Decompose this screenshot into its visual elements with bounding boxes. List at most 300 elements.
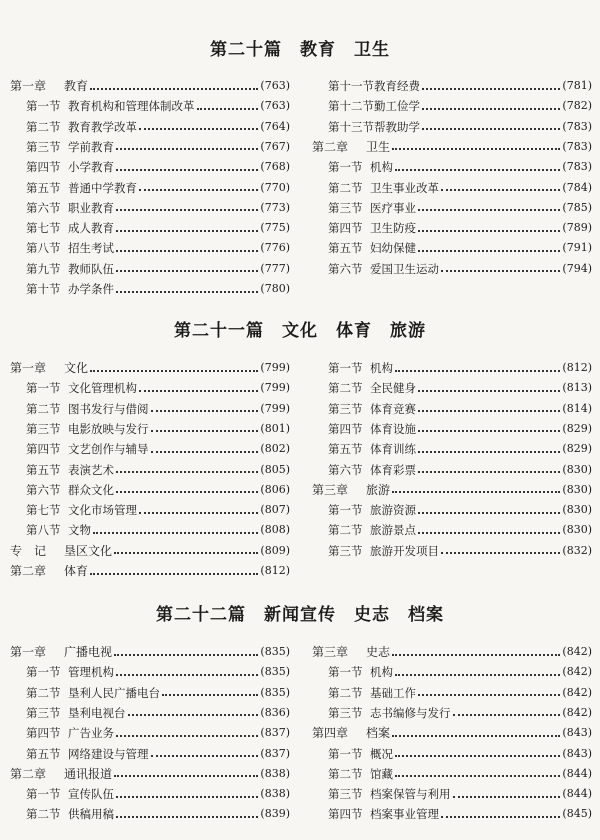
toc-chapter-entry	[312, 137, 592, 157]
dot-leader	[441, 551, 560, 554]
entry-label	[10, 460, 114, 480]
entry-number: 第五节	[328, 442, 363, 457]
entry-number: 第二章	[10, 766, 47, 781]
dot-leader	[116, 208, 258, 211]
entry-label	[10, 703, 126, 723]
dot-leader	[116, 815, 258, 818]
entry-page-number: (829)	[562, 442, 592, 456]
entry-page-number: (773)	[260, 200, 290, 214]
dot-leader	[395, 673, 560, 676]
toc-section-entry	[10, 703, 290, 723]
entry-number: 第三章	[312, 645, 349, 659]
entry-number: 第二节	[26, 685, 61, 700]
dot-leader	[162, 693, 258, 696]
entry-label	[10, 642, 112, 662]
dot-leader	[422, 87, 560, 90]
entry-label	[312, 399, 416, 419]
toc-section-entry	[10, 198, 290, 218]
entry-number: 第一节	[328, 665, 363, 680]
entry-page-number: (842)	[562, 685, 592, 699]
toc-section-entry	[10, 238, 290, 258]
entry-page-number: (802)	[260, 442, 290, 456]
entry-page-number: (830)	[562, 482, 592, 496]
entry-page-number: (830)	[562, 523, 592, 537]
entry-number: 第一节	[26, 665, 61, 680]
entry-number: 第三节	[328, 543, 363, 558]
entry-page-number: (832)	[562, 543, 592, 557]
dot-leader	[418, 389, 560, 392]
entry-page-number: (780)	[260, 282, 290, 295]
entry-number: 第八节	[26, 241, 61, 256]
entry-label	[10, 259, 114, 279]
entry-label	[10, 419, 149, 439]
entry-title: 体育	[64, 564, 89, 578]
entry-page-number: (767)	[260, 139, 290, 153]
toc-section-entry	[312, 703, 592, 723]
entry-page-number: (835)	[260, 645, 290, 658]
entry-number: 第五节	[26, 462, 61, 477]
dot-leader	[90, 572, 258, 575]
entry-number: 第三节	[328, 200, 363, 215]
entry-page-number: (830)	[562, 462, 592, 476]
entry-page-number: (837)	[260, 746, 290, 760]
entry-page-number: (770)	[260, 180, 290, 194]
entry-label	[10, 784, 114, 804]
entry-label	[312, 723, 390, 743]
entry-number: 第四节	[328, 221, 363, 236]
entry-title: 卫生	[366, 139, 391, 154]
toc-section-entry	[312, 541, 592, 561]
toc-section-entry	[10, 218, 290, 238]
dot-leader	[197, 107, 259, 110]
entry-page-number: (799)	[260, 361, 290, 374]
entry-title: 广告业务	[68, 726, 114, 741]
entry-title: 成人教育	[68, 221, 114, 236]
toc-section-entry	[312, 683, 592, 703]
toc-section-entry	[10, 804, 290, 824]
entry-page-number: (799)	[260, 381, 290, 395]
entry-page-number: (763)	[260, 79, 290, 92]
entry-number: 第三节	[26, 139, 61, 154]
entry-page-number: (843)	[562, 726, 592, 740]
entry-title: 教育教学改革	[68, 119, 137, 134]
entry-number: 第十一节	[328, 79, 374, 93]
entry-number: 第二节	[328, 685, 363, 700]
entry-page-number: (845)	[562, 807, 592, 821]
entry-title: 机构	[370, 361, 393, 375]
entry-label	[10, 279, 114, 299]
dot-leader	[151, 429, 259, 432]
entry-title: 体育竞赛	[370, 401, 416, 416]
entry-number: 第三节	[26, 421, 61, 436]
entry-title: 网络建设与管理	[68, 746, 149, 761]
entry-number: 第十节	[26, 282, 61, 296]
entry-title: 文艺创作与辅导	[68, 442, 149, 457]
entry-number: 第四节	[328, 807, 363, 822]
entry-label	[312, 460, 416, 480]
toc-section-entry	[312, 419, 592, 439]
entry-title: 普通中学教育	[68, 180, 137, 195]
entry-page-number: (781)	[562, 79, 592, 92]
dot-leader	[116, 147, 258, 150]
toc-section-entry	[312, 96, 592, 116]
entry-title: 档案事业管理	[370, 807, 439, 822]
entry-label	[312, 480, 390, 500]
dot-leader	[116, 229, 258, 232]
dot-leader	[114, 653, 258, 656]
entry-label	[312, 500, 416, 520]
toc-section-entry	[312, 764, 592, 784]
entry-number: 第六节	[26, 200, 61, 215]
toc-section-entry	[10, 399, 290, 419]
entry-page-number: (839)	[260, 807, 290, 821]
entry-label	[312, 117, 420, 137]
entry-title: 表演艺术	[68, 462, 114, 477]
entry-number: 第八节	[26, 523, 61, 538]
toc-chapter-entry	[10, 561, 290, 581]
entry-label	[312, 642, 390, 662]
entry-title: 体育彩票	[370, 462, 416, 477]
toc-section-entry	[312, 218, 592, 238]
toc-section-entry	[312, 744, 592, 764]
entry-page-number: (789)	[562, 221, 592, 235]
entry-number: 第五节	[328, 241, 363, 256]
entry-number: 第四节	[26, 442, 61, 457]
entry-number: 第三节	[328, 401, 363, 416]
entry-title: 管理机构	[68, 665, 114, 680]
toc-section-entry	[10, 378, 290, 398]
entry-page-number: (838)	[260, 787, 290, 801]
toc-section-entry	[10, 784, 290, 804]
entry-label	[10, 218, 114, 238]
entry-page-number: (836)	[260, 705, 290, 719]
entry-number: 第三节	[328, 705, 363, 720]
entry-label	[312, 703, 451, 723]
dot-leader	[128, 713, 259, 716]
entry-title: 机构	[370, 665, 393, 680]
entry-label	[312, 419, 416, 439]
entry-page-number: (775)	[260, 221, 290, 235]
entry-page-number: (844)	[562, 766, 592, 780]
entry-number: 第四节	[26, 726, 61, 741]
entry-title: 馆藏	[370, 766, 393, 781]
entry-number: 第九节	[26, 261, 61, 276]
entry-title: 垦区文化	[64, 543, 113, 558]
entry-page-number: (805)	[260, 462, 290, 476]
toc-section-entry	[312, 76, 592, 96]
entry-label	[312, 662, 393, 682]
entry-page-number: (813)	[562, 381, 592, 395]
entry-title: 机构	[370, 160, 393, 175]
entry-title: 职业教育	[68, 200, 114, 215]
dot-leader	[139, 188, 258, 191]
entry-number: 第五节	[26, 746, 61, 761]
entry-label	[10, 117, 137, 137]
entry-page-number: (791)	[562, 241, 592, 255]
entry-label	[312, 520, 416, 540]
entry-number: 第一章	[10, 645, 47, 659]
dot-leader	[453, 713, 561, 716]
entry-number: 第一章	[10, 79, 47, 93]
part-title-21: 第二十一篇 文化 体育 旅游	[174, 321, 426, 341]
part-title-20: 第二十篇 教育 卫生	[210, 40, 390, 60]
entry-title: 志书编修与发行	[370, 705, 451, 720]
dot-leader	[392, 653, 560, 656]
toc-section-entry	[312, 238, 592, 258]
dot-leader	[418, 429, 560, 432]
entry-page-number: (835)	[260, 665, 290, 679]
dot-leader	[116, 249, 258, 252]
toc-section-entry	[10, 419, 290, 439]
dot-leader	[418, 229, 560, 232]
entry-number: 第三节	[26, 705, 61, 720]
entry-page-number: (842)	[562, 705, 592, 719]
toc-section-entry	[10, 279, 290, 299]
dot-leader	[116, 269, 258, 272]
dot-leader	[422, 107, 560, 110]
entry-title: 图书发行与借阅	[68, 401, 149, 416]
entry-number: 第四节	[26, 160, 61, 175]
entry-label	[10, 96, 195, 116]
entry-number: 第三节	[328, 787, 363, 802]
entry-label	[312, 804, 439, 824]
dot-leader	[139, 127, 258, 130]
toc-section-entry	[10, 683, 290, 703]
entry-label	[312, 259, 439, 279]
dot-leader	[395, 754, 560, 757]
entry-title: 旅游	[366, 482, 391, 497]
entry-number: 第二节	[26, 807, 61, 822]
entry-title: 旅游景点	[370, 523, 416, 538]
entry-title: 群众文化	[68, 482, 114, 497]
entry-title: 档案	[366, 726, 391, 741]
entry-number: 第二节	[328, 523, 363, 538]
entry-page-number: (808)	[260, 523, 290, 537]
toc-section-entry	[312, 259, 592, 279]
entry-number: 第一节	[26, 787, 61, 802]
entry-title: 全民健身	[370, 381, 416, 396]
entry-page-number: (782)	[562, 99, 592, 113]
entry-title: 文物	[68, 523, 91, 538]
entry-title: 体育训练	[370, 442, 416, 457]
dot-leader	[418, 409, 560, 412]
entry-label	[10, 662, 114, 682]
dot-leader	[453, 795, 561, 798]
entry-title: 爱国卫生运动	[370, 261, 439, 276]
entry-label	[312, 238, 416, 258]
toc-section-entry	[10, 480, 290, 500]
toc-chapter-entry	[10, 541, 290, 561]
entry-label	[312, 178, 439, 198]
entry-title: 垦利人民广播电台	[68, 685, 160, 700]
entry-page-number: (785)	[562, 200, 592, 214]
dot-leader	[441, 269, 560, 272]
entry-label	[312, 764, 393, 784]
toc-section-entry	[312, 804, 592, 824]
entry-title: 招生考试	[68, 241, 114, 256]
entry-page-number: (799)	[260, 401, 290, 415]
entry-number: 第四章	[312, 726, 349, 741]
entry-title: 供稿用稿	[68, 807, 114, 822]
entry-number: 第一章	[10, 361, 47, 375]
dot-leader	[418, 531, 560, 534]
entry-label	[312, 96, 420, 116]
dot-leader	[139, 511, 258, 514]
dot-leader	[116, 795, 258, 798]
toc-section-entry	[10, 520, 290, 540]
dot-leader	[441, 815, 560, 818]
dot-leader	[116, 673, 258, 676]
toc-section-entry	[312, 784, 592, 804]
dot-leader	[395, 774, 560, 777]
toc-section-entry	[312, 460, 592, 480]
entry-title: 卫生防疫	[370, 221, 416, 236]
entry-label	[312, 137, 390, 157]
entry-title: 概况	[370, 746, 393, 761]
entry-number: 第一节	[328, 503, 363, 518]
toc-chapter-entry	[10, 76, 290, 96]
entry-title: 教师队伍	[68, 261, 114, 276]
entry-page-number: (794)	[562, 261, 592, 275]
entry-number: 第一节	[328, 160, 363, 175]
dot-leader	[93, 531, 258, 534]
toc-chapter-entry	[10, 358, 290, 378]
entry-title: 史志	[366, 645, 391, 659]
entry-label	[10, 764, 112, 784]
entry-page-number: (812)	[562, 361, 592, 374]
toc-section-entry	[10, 96, 290, 116]
entry-page-number: (763)	[260, 99, 290, 113]
entry-label	[312, 744, 393, 764]
entry-label	[10, 358, 88, 378]
entry-title: 文化	[64, 361, 89, 375]
entry-page-number: (776)	[260, 241, 290, 255]
toc-section-entry	[312, 520, 592, 540]
dot-leader	[116, 290, 258, 293]
dot-leader	[151, 754, 259, 757]
dot-leader	[139, 389, 258, 392]
entry-page-number: (768)	[260, 160, 290, 174]
toc-section-entry	[312, 178, 592, 198]
entry-number: 第十三节	[328, 119, 374, 134]
entry-number: 第一节	[26, 381, 61, 396]
dot-leader	[418, 511, 560, 514]
toc-section-entry	[10, 439, 290, 459]
entry-page-number: (829)	[562, 421, 592, 435]
entry-page-number: (809)	[260, 543, 290, 557]
entry-title: 教育机构和管理体制改革	[68, 99, 195, 114]
entry-label	[10, 723, 114, 743]
toc-section-entry	[312, 157, 592, 177]
entry-number: 第一节	[328, 361, 363, 375]
toc-section-entry	[312, 439, 592, 459]
entry-page-number: (777)	[260, 261, 290, 275]
entry-page-number: (838)	[260, 766, 290, 780]
entry-label	[312, 541, 439, 561]
entry-label	[312, 76, 420, 96]
toc-section-entry	[312, 358, 592, 378]
entry-title: 垦利电视台	[68, 705, 126, 720]
entry-title: 妇幼保健	[370, 241, 416, 256]
toc-chapter-entry	[312, 480, 592, 500]
entry-label	[312, 157, 393, 177]
entry-label	[10, 137, 114, 157]
toc-chapter-entry	[312, 642, 592, 662]
dot-leader	[90, 87, 258, 90]
toc-section-entry	[10, 460, 290, 480]
dot-leader	[422, 127, 560, 130]
entry-page-number: (783)	[562, 119, 592, 133]
entry-title: 通讯报道	[64, 766, 113, 781]
dot-leader	[395, 168, 560, 171]
entry-title: 卫生事业改革	[370, 180, 439, 195]
entry-label	[312, 198, 416, 218]
toc-section-entry	[312, 399, 592, 419]
entry-title: 宣传队伍	[68, 787, 114, 802]
entry-label	[10, 198, 114, 218]
entry-number: 第七节	[26, 503, 61, 518]
entry-number: 第二章	[10, 564, 47, 578]
entry-label	[312, 378, 416, 398]
entry-page-number: (801)	[260, 421, 290, 435]
entry-page-number: (842)	[562, 645, 592, 658]
entry-page-number: (783)	[562, 160, 592, 174]
dot-leader	[114, 774, 258, 777]
entry-page-number: (842)	[562, 665, 592, 679]
entry-title: 旅游开发项目	[370, 543, 439, 558]
entry-number: 第四节	[328, 421, 363, 436]
entry-label	[10, 561, 88, 581]
entry-number: 第二节	[328, 381, 363, 396]
entry-label	[10, 744, 149, 764]
entry-label	[10, 76, 88, 96]
toc-section-entry	[10, 744, 290, 764]
entry-label	[312, 218, 416, 238]
dot-leader	[418, 450, 560, 453]
entry-label	[312, 784, 451, 804]
entry-title: 电影放映与发行	[68, 421, 149, 436]
dot-leader	[392, 490, 560, 493]
toc-section-entry	[10, 157, 290, 177]
entry-label	[10, 399, 149, 419]
entry-number: 第六节	[26, 482, 61, 497]
entry-title: 学前教育	[68, 139, 114, 154]
entry-label	[10, 480, 114, 500]
entry-title: 教育	[64, 79, 89, 93]
entry-number: 第二节	[328, 180, 363, 195]
entry-label	[10, 439, 149, 459]
dot-leader	[418, 470, 560, 473]
entry-title: 帮教助学	[374, 119, 420, 134]
entry-page-number: (837)	[260, 726, 290, 740]
part-title-22: 第二十二篇 新闻宣传 史志 档案	[156, 605, 444, 625]
toc-chapter-entry	[10, 642, 290, 662]
entry-title: 文化管理机构	[68, 381, 137, 396]
entry-title: 文化市场管理	[68, 503, 137, 518]
entry-number: 第一节	[328, 746, 363, 761]
entry-label	[10, 683, 160, 703]
entry-title: 教育经费	[374, 79, 420, 93]
entry-label	[10, 157, 114, 177]
entry-label	[10, 520, 91, 540]
dot-leader	[395, 369, 560, 372]
dot-leader	[392, 734, 560, 737]
entry-page-number: (784)	[562, 180, 592, 194]
entry-page-number: (764)	[260, 119, 290, 133]
dot-leader	[116, 490, 258, 493]
entry-number: 第七节	[26, 221, 61, 236]
dot-leader	[90, 369, 258, 372]
